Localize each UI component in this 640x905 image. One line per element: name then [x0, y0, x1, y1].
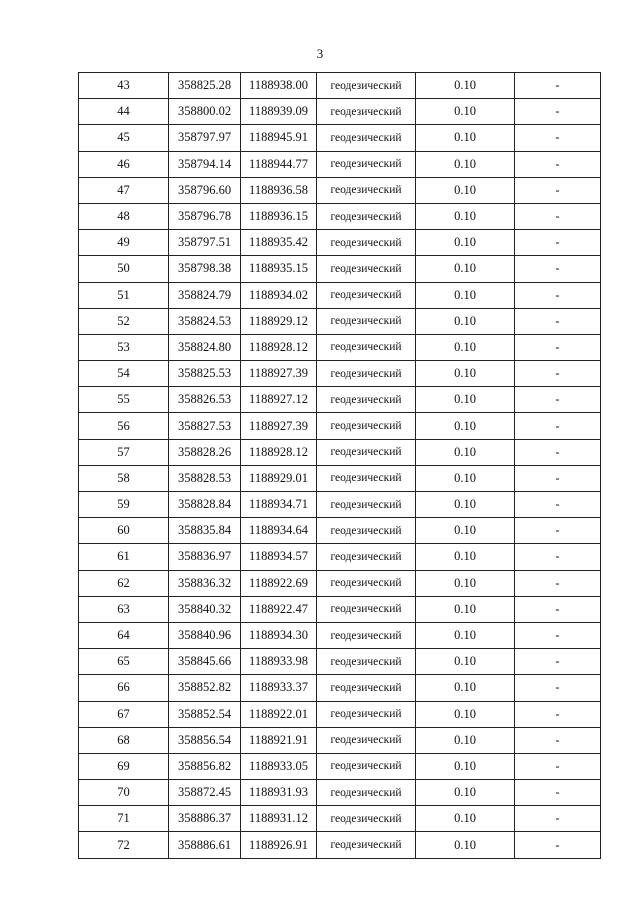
- y-coordinate-cell: 1188938.00: [241, 73, 317, 99]
- note-cell: -: [515, 361, 601, 387]
- method-cell: геодезический: [317, 492, 416, 518]
- x-coordinate-cell: 358800.02: [169, 99, 241, 125]
- point-number-cell: 64: [79, 622, 169, 648]
- x-coordinate-cell: 358828.26: [169, 439, 241, 465]
- point-number-cell: 52: [79, 308, 169, 334]
- y-coordinate-cell: 1188934.71: [241, 492, 317, 518]
- method-cell: геодезический: [317, 727, 416, 753]
- precision-cell: 0.10: [416, 596, 515, 622]
- note-cell: -: [515, 649, 601, 675]
- note-cell: -: [515, 203, 601, 229]
- method-cell: геодезический: [317, 439, 416, 465]
- point-number-cell: 49: [79, 230, 169, 256]
- x-coordinate-cell: 358825.28: [169, 73, 241, 99]
- precision-cell: 0.10: [416, 675, 515, 701]
- method-cell: геодезический: [317, 256, 416, 282]
- y-coordinate-cell: 1188921.91: [241, 727, 317, 753]
- y-coordinate-cell: 1188922.69: [241, 570, 317, 596]
- table-row: [79, 125, 601, 151]
- precision-cell: 0.10: [416, 177, 515, 203]
- table-row: [79, 230, 601, 256]
- table-row: [79, 203, 601, 229]
- table-row: [79, 675, 601, 701]
- method-cell: геодезический: [317, 334, 416, 360]
- method-cell: геодезический: [317, 649, 416, 675]
- method-cell: геодезический: [317, 518, 416, 544]
- note-cell: -: [515, 99, 601, 125]
- point-number-cell: 62: [79, 570, 169, 596]
- coordinates-table-body: [79, 73, 601, 859]
- y-coordinate-cell: 1188927.39: [241, 361, 317, 387]
- precision-cell: 0.10: [416, 203, 515, 229]
- table-row: [79, 596, 601, 622]
- note-cell: -: [515, 387, 601, 413]
- point-number-cell: 47: [79, 177, 169, 203]
- y-coordinate-cell: 1188922.47: [241, 596, 317, 622]
- table-row: [79, 334, 601, 360]
- note-cell: -: [515, 492, 601, 518]
- method-cell: геодезический: [317, 413, 416, 439]
- x-coordinate-cell: 358824.80: [169, 334, 241, 360]
- precision-cell: 0.10: [416, 701, 515, 727]
- table-row: [79, 649, 601, 675]
- note-cell: -: [515, 282, 601, 308]
- precision-cell: 0.10: [416, 649, 515, 675]
- point-number-cell: 55: [79, 387, 169, 413]
- note-cell: -: [515, 73, 601, 99]
- method-cell: геодезический: [317, 125, 416, 151]
- table-row: [79, 727, 601, 753]
- point-number-cell: 53: [79, 334, 169, 360]
- note-cell: -: [515, 413, 601, 439]
- table-row: [79, 308, 601, 334]
- y-coordinate-cell: 1188933.98: [241, 649, 317, 675]
- note-cell: -: [515, 256, 601, 282]
- point-number-cell: 67: [79, 701, 169, 727]
- note-cell: -: [515, 230, 601, 256]
- point-number-cell: 54: [79, 361, 169, 387]
- point-number-cell: 59: [79, 492, 169, 518]
- precision-cell: 0.10: [416, 308, 515, 334]
- precision-cell: 0.10: [416, 334, 515, 360]
- y-coordinate-cell: 1188936.15: [241, 203, 317, 229]
- note-cell: -: [515, 151, 601, 177]
- precision-cell: 0.10: [416, 570, 515, 596]
- table-row: [79, 73, 601, 99]
- x-coordinate-cell: 358794.14: [169, 151, 241, 177]
- precision-cell: 0.10: [416, 780, 515, 806]
- precision-cell: 0.10: [416, 622, 515, 648]
- method-cell: геодезический: [317, 282, 416, 308]
- method-cell: геодезический: [317, 465, 416, 491]
- point-number-cell: 71: [79, 806, 169, 832]
- x-coordinate-cell: 358797.51: [169, 230, 241, 256]
- table-row: [79, 151, 601, 177]
- precision-cell: 0.10: [416, 465, 515, 491]
- table-row: [79, 780, 601, 806]
- table-row: [79, 544, 601, 570]
- precision-cell: 0.10: [416, 99, 515, 125]
- table-row: [79, 701, 601, 727]
- method-cell: геодезический: [317, 203, 416, 229]
- y-coordinate-cell: 1188927.12: [241, 387, 317, 413]
- table-row: [79, 387, 601, 413]
- method-cell: геодезический: [317, 753, 416, 779]
- method-cell: геодезический: [317, 177, 416, 203]
- point-number-cell: 50: [79, 256, 169, 282]
- table-row: [79, 177, 601, 203]
- x-coordinate-cell: 358840.96: [169, 622, 241, 648]
- x-coordinate-cell: 358835.84: [169, 518, 241, 544]
- note-cell: -: [515, 570, 601, 596]
- note-cell: -: [515, 753, 601, 779]
- y-coordinate-cell: 1188934.64: [241, 518, 317, 544]
- note-cell: -: [515, 439, 601, 465]
- table-row: [79, 622, 601, 648]
- note-cell: -: [515, 832, 601, 858]
- note-cell: -: [515, 596, 601, 622]
- x-coordinate-cell: 358825.53: [169, 361, 241, 387]
- precision-cell: 0.10: [416, 282, 515, 308]
- x-coordinate-cell: 358827.53: [169, 413, 241, 439]
- coordinates-table: [78, 72, 601, 859]
- point-number-cell: 56: [79, 413, 169, 439]
- x-coordinate-cell: 358886.61: [169, 832, 241, 858]
- point-number-cell: 61: [79, 544, 169, 570]
- x-coordinate-cell: 358845.66: [169, 649, 241, 675]
- x-coordinate-cell: 358824.53: [169, 308, 241, 334]
- precision-cell: 0.10: [416, 73, 515, 99]
- precision-cell: 0.10: [416, 230, 515, 256]
- y-coordinate-cell: 1188945.91: [241, 125, 317, 151]
- note-cell: -: [515, 177, 601, 203]
- precision-cell: 0.10: [416, 413, 515, 439]
- y-coordinate-cell: 1188931.12: [241, 806, 317, 832]
- table-row: [79, 99, 601, 125]
- x-coordinate-cell: 358840.32: [169, 596, 241, 622]
- precision-cell: 0.10: [416, 518, 515, 544]
- table-row: [79, 832, 601, 858]
- x-coordinate-cell: 358836.97: [169, 544, 241, 570]
- method-cell: геодезический: [317, 73, 416, 99]
- point-number-cell: 48: [79, 203, 169, 229]
- x-coordinate-cell: 358798.38: [169, 256, 241, 282]
- point-number-cell: 68: [79, 727, 169, 753]
- note-cell: -: [515, 544, 601, 570]
- x-coordinate-cell: 358852.82: [169, 675, 241, 701]
- precision-cell: 0.10: [416, 256, 515, 282]
- x-coordinate-cell: 358856.82: [169, 753, 241, 779]
- precision-cell: 0.10: [416, 753, 515, 779]
- y-coordinate-cell: 1188933.37: [241, 675, 317, 701]
- y-coordinate-cell: 1188927.39: [241, 413, 317, 439]
- method-cell: геодезический: [317, 544, 416, 570]
- note-cell: -: [515, 465, 601, 491]
- precision-cell: 0.10: [416, 125, 515, 151]
- method-cell: геодезический: [317, 308, 416, 334]
- precision-cell: 0.10: [416, 387, 515, 413]
- y-coordinate-cell: 1188935.42: [241, 230, 317, 256]
- point-number-cell: 57: [79, 439, 169, 465]
- table-row: [79, 518, 601, 544]
- y-coordinate-cell: 1188922.01: [241, 701, 317, 727]
- table-row: [79, 439, 601, 465]
- x-coordinate-cell: 358852.54: [169, 701, 241, 727]
- precision-cell: 0.10: [416, 806, 515, 832]
- point-number-cell: 46: [79, 151, 169, 177]
- y-coordinate-cell: 1188939.09: [241, 99, 317, 125]
- point-number-cell: 58: [79, 465, 169, 491]
- table-row: [79, 282, 601, 308]
- method-cell: геодезический: [317, 832, 416, 858]
- y-coordinate-cell: 1188934.30: [241, 622, 317, 648]
- method-cell: геодезический: [317, 361, 416, 387]
- table-row: [79, 492, 601, 518]
- method-cell: геодезический: [317, 675, 416, 701]
- point-number-cell: 70: [79, 780, 169, 806]
- note-cell: -: [515, 308, 601, 334]
- point-number-cell: 43: [79, 73, 169, 99]
- point-number-cell: 66: [79, 675, 169, 701]
- method-cell: геодезический: [317, 151, 416, 177]
- point-number-cell: 63: [79, 596, 169, 622]
- x-coordinate-cell: 358872.45: [169, 780, 241, 806]
- method-cell: геодезический: [317, 387, 416, 413]
- precision-cell: 0.10: [416, 727, 515, 753]
- method-cell: геодезический: [317, 230, 416, 256]
- note-cell: -: [515, 334, 601, 360]
- x-coordinate-cell: 358797.97: [169, 125, 241, 151]
- page-number: 3: [316, 46, 324, 61]
- point-number-cell: 72: [79, 832, 169, 858]
- note-cell: -: [515, 701, 601, 727]
- y-coordinate-cell: 1188933.05: [241, 753, 317, 779]
- table-row: [79, 806, 601, 832]
- y-coordinate-cell: 1188934.57: [241, 544, 317, 570]
- point-number-cell: 44: [79, 99, 169, 125]
- note-cell: -: [515, 780, 601, 806]
- method-cell: геодезический: [317, 622, 416, 648]
- precision-cell: 0.10: [416, 439, 515, 465]
- x-coordinate-cell: 358824.79: [169, 282, 241, 308]
- point-number-cell: 45: [79, 125, 169, 151]
- x-coordinate-cell: 358856.54: [169, 727, 241, 753]
- y-coordinate-cell: 1188934.02: [241, 282, 317, 308]
- table-row: [79, 465, 601, 491]
- method-cell: геодезический: [317, 99, 416, 125]
- note-cell: -: [515, 622, 601, 648]
- point-number-cell: 65: [79, 649, 169, 675]
- table-row: [79, 413, 601, 439]
- table-row: [79, 361, 601, 387]
- x-coordinate-cell: 358826.53: [169, 387, 241, 413]
- precision-cell: 0.10: [416, 832, 515, 858]
- y-coordinate-cell: 1188929.01: [241, 465, 317, 491]
- note-cell: -: [515, 518, 601, 544]
- method-cell: геодезический: [317, 780, 416, 806]
- y-coordinate-cell: 1188935.15: [241, 256, 317, 282]
- y-coordinate-cell: 1188929.12: [241, 308, 317, 334]
- x-coordinate-cell: 358836.32: [169, 570, 241, 596]
- method-cell: геодезический: [317, 596, 416, 622]
- note-cell: -: [515, 675, 601, 701]
- x-coordinate-cell: 358886.37: [169, 806, 241, 832]
- note-cell: -: [515, 806, 601, 832]
- note-cell: -: [515, 727, 601, 753]
- y-coordinate-cell: 1188931.93: [241, 780, 317, 806]
- method-cell: геодезический: [317, 701, 416, 727]
- table-row: [79, 256, 601, 282]
- table-row: [79, 753, 601, 779]
- table-row: [79, 570, 601, 596]
- point-number-cell: 60: [79, 518, 169, 544]
- y-coordinate-cell: 1188936.58: [241, 177, 317, 203]
- precision-cell: 0.10: [416, 361, 515, 387]
- method-cell: геодезический: [317, 806, 416, 832]
- precision-cell: 0.10: [416, 492, 515, 518]
- note-cell: -: [515, 125, 601, 151]
- point-number-cell: 51: [79, 282, 169, 308]
- point-number-cell: 69: [79, 753, 169, 779]
- x-coordinate-cell: 358796.60: [169, 177, 241, 203]
- y-coordinate-cell: 1188928.12: [241, 334, 317, 360]
- x-coordinate-cell: 358828.84: [169, 492, 241, 518]
- precision-cell: 0.10: [416, 151, 515, 177]
- y-coordinate-cell: 1188926.91: [241, 832, 317, 858]
- x-coordinate-cell: 358828.53: [169, 465, 241, 491]
- method-cell: геодезический: [317, 570, 416, 596]
- precision-cell: 0.10: [416, 544, 515, 570]
- y-coordinate-cell: 1188928.12: [241, 439, 317, 465]
- y-coordinate-cell: 1188944.77: [241, 151, 317, 177]
- x-coordinate-cell: 358796.78: [169, 203, 241, 229]
